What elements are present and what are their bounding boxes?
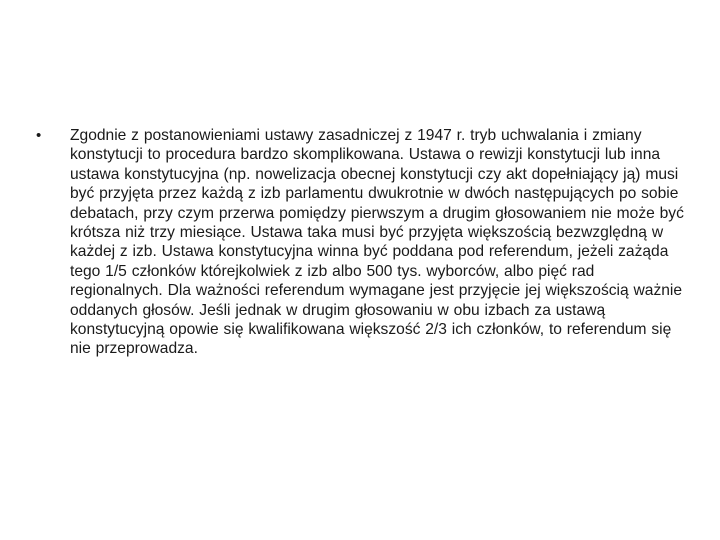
bullet-text: Zgodnie z postanowieniami ustawy zasadniczej z 1947 r. tryb uchwalania i zmiany konstytucji to procedura bardzo skomplikowana. Ustawa o rewizji konstytucji lub inna ustawa konstytucyjna (np. nowelizacja obecnej konstytucji czy akt dopełniający ją) musi być przyjęta przez każdą z izb parlamentu dwukrotnie w dwóch następujących po sobie debatach, przy czym przerwa pomiędzy pierwszym a drugim głosowaniem nie może być krótsza niż trzy miesiące. Ustawa taka musi być przyjęta większością bezwzględną w każdej z izb. Ustawa konstytucyjna winna być poddana pod referendum, jeżeli zażąda tego 1/5 członków którejkolwiek z izb albo 500 tys. wyborców, albo pięć rad regionalnych. Dla ważności referendum wymagane jest przyjęcie jej większością ważnie oddanych głosów. Jeśli jednak w drugim głosowaniu w obu izbach za ustawą konstytucyjną opowie się kwalifikowana większość 2/3 ich członków, to referendum się nie przeprowadza. — [70, 127, 684, 358]
bullet-marker: • — [36, 127, 42, 144]
bullet-item — [36, 126, 686, 359]
slide-content — [36, 126, 686, 359]
